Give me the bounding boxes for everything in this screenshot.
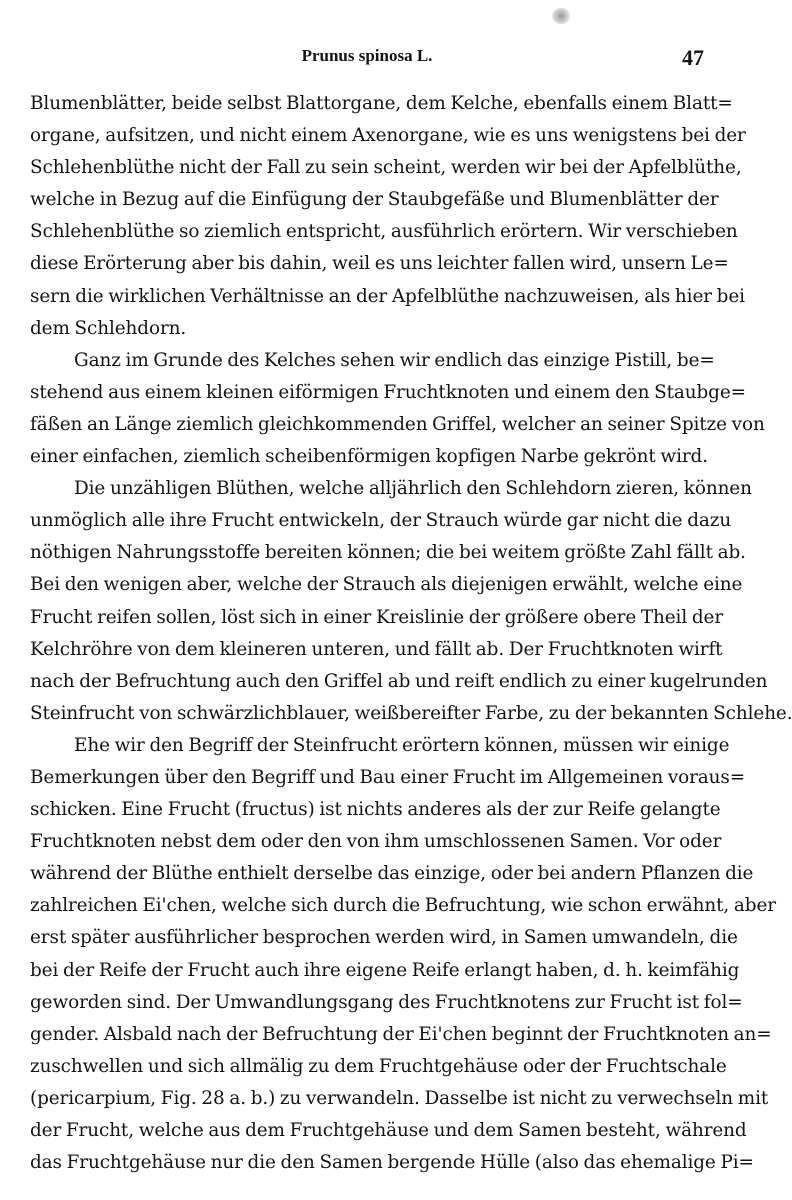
text-line: Kelchröhre von dem kleineren unteren, und fällt ab. Der Fruchtknoten wirft (30, 638, 723, 660)
page-number: 47 (682, 45, 704, 70)
text-line: einer einfachen, ziemlich scheibenförmigen kopfigen Narbe gekrönt wird. (30, 446, 708, 468)
text-line: diese Erörterung aber bis dahin, weil es uns leichter fallen wird, unsern Le= (30, 253, 729, 275)
text-line: Blumenblätter, beide selbst Blattorgane, dem Kelche, ebenfalls einem Blatt= (30, 93, 733, 114)
text-line: welche in Bezug auf die Einfügung der Staubgefäße und Blumenblätter der (30, 189, 719, 211)
text-line: zuschwellen und sich allmälig zu dem Fruchtgehäuse oder der Fruchtschale (30, 1055, 727, 1077)
text-line: Ehe wir den Begriff der Steinfrucht erörtern können, müssen wir einige (74, 734, 730, 756)
text-line: Schlehenblüthe so ziemlich entspricht, ausführlich erörtern. Wir verschieben (30, 221, 738, 243)
text-line: der Frucht, welche aus dem Fruchtgehäuse und dem Samen besteht, während (30, 1120, 747, 1141)
text-line: Fruchtknoten nebst dem oder den von ihm umschlossenen Samen. Vor oder (30, 831, 722, 853)
text-line: sern die wirklichen Verhältnisse an der Apfelblüthe nachzuweisen, als hier bei (30, 285, 745, 307)
text-line: dem Schlehdorn. (30, 317, 187, 339)
text-line: organe, aufsitzen, und nicht einem Axenorgane, wie es uns wenigstens bei der (30, 125, 746, 147)
text-line: Schlehenblüthe nicht der Fall zu sein scheint, werden wir bei der Apfelblüthe, (30, 157, 742, 179)
text-line: fäßen an Länge ziemlich gleichkommenden Griffel, welcher an seiner Spitze von (30, 413, 765, 435)
text-line: Bemerkungen über den Begriff und Bau einer Frucht im Allgemeinen voraus= (30, 766, 746, 788)
text-line: das Fruchtgehäuse nur die den Samen bergende Hülle (also das ehemalige Pi= (30, 1152, 754, 1174)
text-line: erst später ausführlicher besprochen werden wird, in Samen umwandeln, die (30, 927, 738, 949)
text-line: während der Blüthe enthielt derselbe das einzige, oder bei andern Pflanzen die (30, 863, 754, 885)
text-line: geworden sind. Der Umwandlungsgang des Fruchtknotens zur Frucht ist fol= (30, 991, 743, 1013)
text-line: gender. Alsbald nach der Befruchtung der Ei'chen beginnt der Fruchtknoten an= (30, 1023, 772, 1045)
text-line: bei der Reife der Frucht auch ihre eigene Reife erlangt haben, d. h. keimfähig (30, 959, 740, 981)
text-line: stehend aus einem kleinen eiförmigen Fruchtknoten und einem den Staubge= (30, 381, 746, 403)
ink-blot (552, 8, 570, 24)
page-header (30, 46, 704, 76)
text-line: nöthigen Nahrungsstoffe bereiten können; die bei weitem größte Zahl fällt ab. (30, 542, 746, 564)
text-line: Steinfrucht von schwärzlichblauer, weißbereifter Farbe, zu der bekannten Schlehe. (30, 702, 792, 724)
text-line: Frucht reifen sollen, löst sich in einer Kreislinie der größere obere Theil der (30, 606, 724, 628)
text-line: zahlreichen Ei'chen, welche sich durch die Befruchtung, wie schon erwähnt, aber (30, 895, 776, 917)
body-text (30, 88, 792, 1179)
text-line: schicken. Eine Frucht (fructus) ist nichts anderes als der zur Reife gelangte (30, 799, 721, 821)
text-line: (pericarpium, Fig. 28 a. b.) zu verwandeln. Dasselbe ist nicht zu verwechseln mit (30, 1087, 769, 1109)
text-line: Ganz im Grunde des Kelches sehen wir endlich das einzige Pistill, be= (74, 349, 715, 371)
text-line: Die unzähligen Blüthen, welche alljährlich den Schlehdorn zieren, können (74, 478, 752, 500)
text-line: Bei den wenigen aber, welche der Strauch als diejenigen erwählt, welche eine (30, 574, 743, 596)
text-line: unmöglich alle ihre Frucht entwickeln, der Strauch würde gar nicht die dazu (30, 510, 732, 532)
running-title: Prunus spinosa L. (301, 46, 433, 65)
text-line: nach der Befruchtung auch den Griffel ab und reift endlich zu einer kugelrunden (30, 670, 768, 692)
